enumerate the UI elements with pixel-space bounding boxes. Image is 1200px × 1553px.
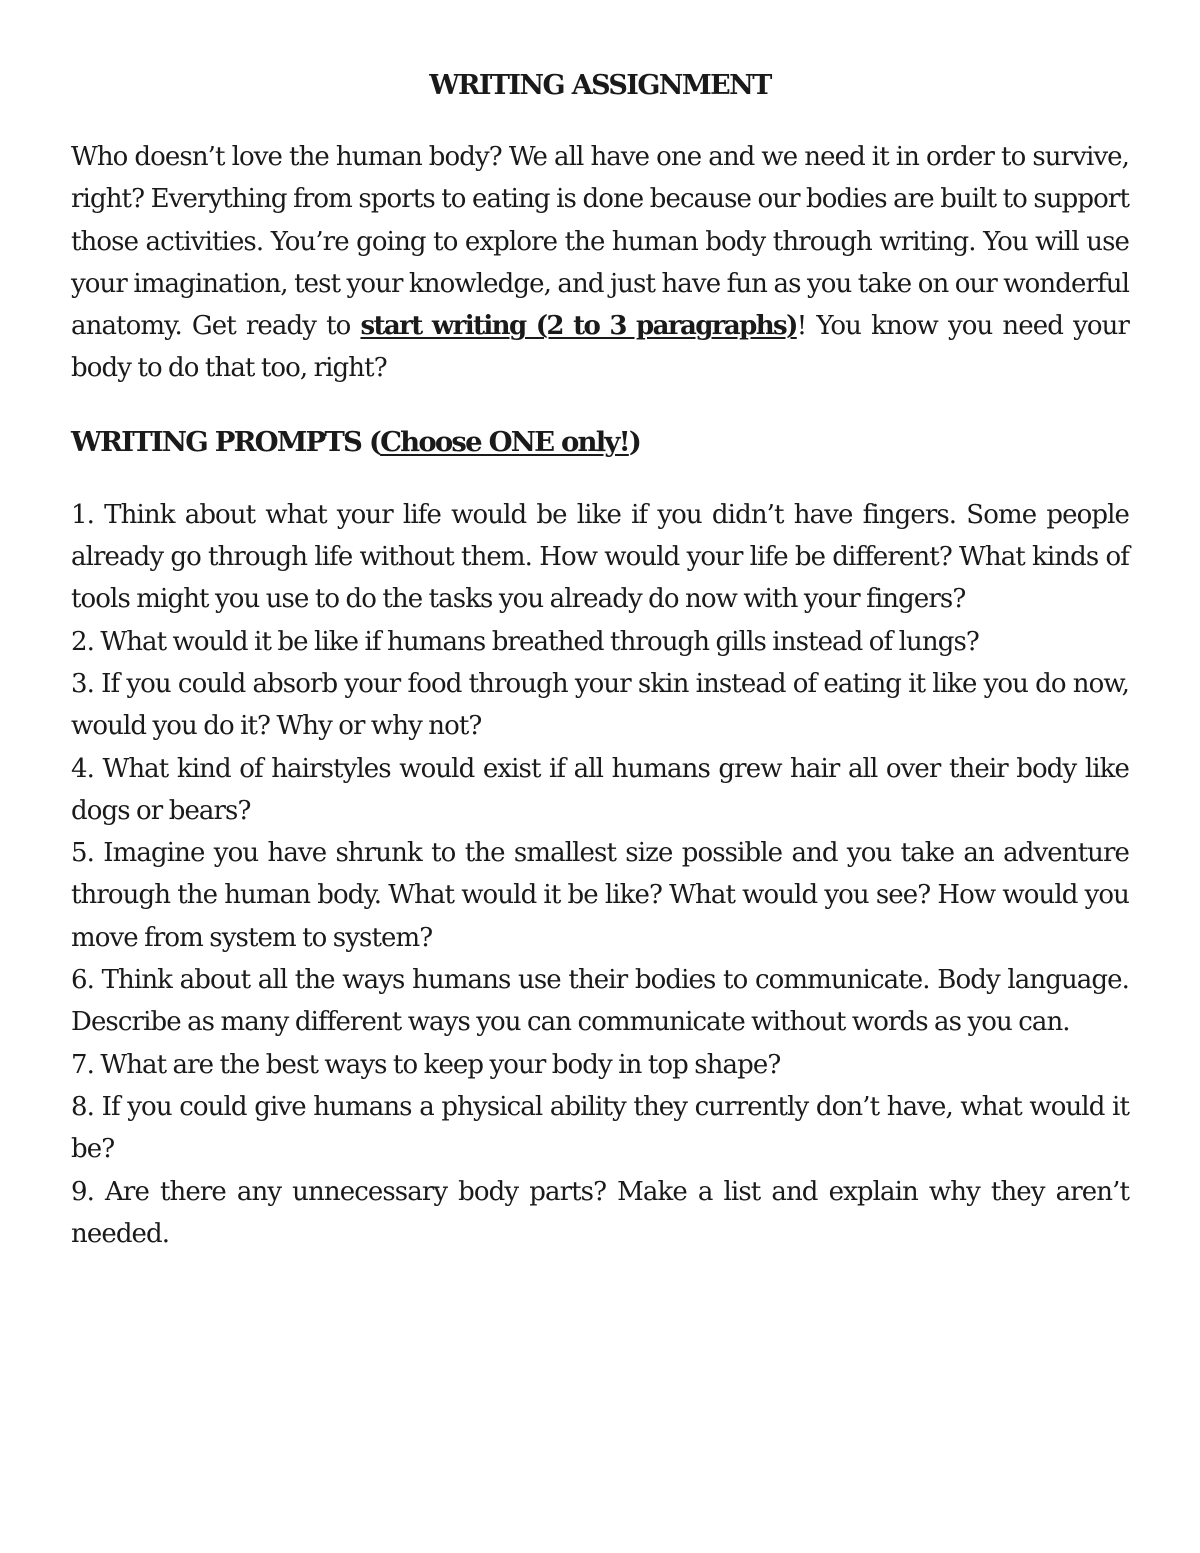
prompt-item-3: 3. If you could absorb your food through your skin instead of eating it like you do now, would you do it? Why or why not? xyxy=(71,668,1129,742)
prompt-item-2: 2. What would it be like if humans breathed through gills instead of lungs? xyxy=(71,626,979,657)
prompt-item-6: 6. Think about all the ways humans use their bodies to communicate. Body language. Describe as many different ways you can communicate without words as you can. xyxy=(71,965,1129,1038)
prompt-list xyxy=(71,494,1129,1255)
prompt-item-7: 7. What are the best ways to keep your body in top shape? xyxy=(71,1049,781,1080)
prompts-heading-label: WRITING PROMPTS xyxy=(71,425,362,458)
choose-one-note: Choose ONE only! xyxy=(380,425,629,458)
intro-emphasis: start writing (2 to 3 paragraphs) xyxy=(360,311,797,342)
prompts-heading-paren-close: ) xyxy=(628,425,641,458)
prompt-item-4: 4. What kind of hairstyles would exist if all humans grew hair all over their body like dogs or bears? xyxy=(71,753,1129,826)
page-title: WRITING ASSIGNMENT xyxy=(429,70,771,101)
document-page xyxy=(71,0,1129,1255)
prompts-heading-paren-open: ( xyxy=(368,425,381,458)
intro-text-end: ! You know you need your body to do that too, right? xyxy=(71,311,1129,384)
prompt-item-9: 9. Are there any unnecessary body parts? Make a list and explain why they aren’t needed. xyxy=(71,1176,1129,1249)
prompt-item-1: 1. Think about what your life would be like if you didn’t have fingers. Some people already go through life without them. How would your life be different? What kinds of tools might you use to do the tasks you already do now with your fingers? xyxy=(71,499,1129,615)
intro-text: Who doesn’t love the human body? We all have one and we need it in order to survive, right? Everything from sports to eating is done because our bodies are built to support those activities. You’re going to explore the human body through writing. You will use your imagination, test your knowledge, and just have fun as you take on our wonderful anatomy. Get ready to xyxy=(71,142,1129,342)
prompts-heading xyxy=(71,422,1129,462)
intro-paragraph xyxy=(71,136,1129,390)
prompt-item-5: 5. Imagine you have shrunk to the smallest size possible and you take an adventure through the human body. What would it be like? What would you see? How would you move from system to system? xyxy=(71,838,1129,953)
prompt-item-8: 8. If you could give humans a physical ability they currently don’t have, what would it be? xyxy=(71,1091,1129,1165)
